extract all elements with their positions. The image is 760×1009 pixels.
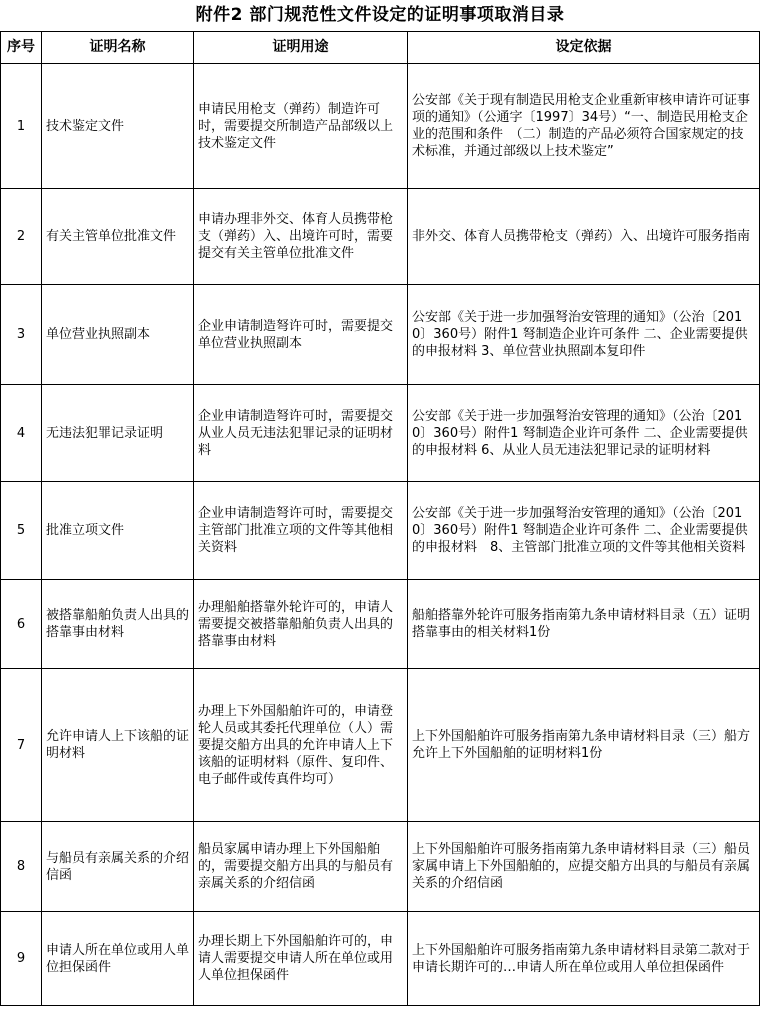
proof-name: 单位营业执照副本 xyxy=(42,285,194,385)
header-use: 证明用途 xyxy=(194,32,408,64)
table-row xyxy=(1,669,760,822)
row-number: 1 xyxy=(1,64,42,189)
proof-use: 企业申请制造弩许可时，需要提交单位营业执照副本 xyxy=(194,285,408,385)
row-number: 8 xyxy=(1,822,42,912)
row-number: 6 xyxy=(1,580,42,669)
row-number: 3 xyxy=(1,285,42,385)
proof-basis: 上下外国船舶许可服务指南第九条申请材料目录第二款对于申请长期许可的…申请人所在单位或用人单位担保函件 xyxy=(408,912,760,1006)
table-row xyxy=(1,912,760,1006)
page-title: 附件2 部门规范性文件设定的证明事项取消目录 xyxy=(195,5,565,25)
header-basis: 设定依据 xyxy=(408,32,760,64)
row-number: 2 xyxy=(1,189,42,285)
proof-use: 办理上下外国船舶许可的，申请登轮人员或其委托代理单位（人）需要提交船方出具的允许申请人上下该船的证明材料（原件、复印件、电子邮件或传真件均可） xyxy=(194,669,408,822)
proof-name: 申请人所在单位或用人单位担保函件 xyxy=(42,912,194,1006)
row-number: 7 xyxy=(1,669,42,822)
proof-name: 被搭靠船舶负责人出具的搭靠事由材料 xyxy=(42,580,194,669)
proof-basis: 公安部《关于进一步加强弩治安管理的通知》（公治〔2010〕360号）附件1 弩制造企业许可条件 二、企业需要提供的申报材料 8、主管部门批准立项的文件等其他相关资料 xyxy=(408,482,760,580)
proof-use: 申请民用枪支（弹药）制造许可时，需要提交所制造产品部级以上技术鉴定文件 xyxy=(194,64,408,189)
proof-basis: 公安部《关于现有制造民用枪支企业重新审核申请许可证事项的通知》（公通字〔1997〕34号）“一、制造民用枪支企业的范围和条件 （二）制造的产品必须符合国家规定的技术标准，并通过部级以上技术鉴定” xyxy=(408,64,760,189)
table-row xyxy=(1,285,760,385)
proof-name: 与船员有亲属关系的介绍信函 xyxy=(42,822,194,912)
proof-use: 船员家属申请办理上下外国船舶的，需要提交船方出具的与船员有亲属关系的介绍信函 xyxy=(194,822,408,912)
table-row xyxy=(1,64,760,189)
proof-basis: 非外交、体育人员携带枪支（弹药）入、出境许可服务指南 xyxy=(408,189,760,285)
table-row xyxy=(1,822,760,912)
proof-items-table xyxy=(0,31,760,1006)
proof-use: 企业申请制造弩许可时，需要提交主管部门批准立项的文件等其他相关资料 xyxy=(194,482,408,580)
proof-basis: 上下外国船舶许可服务指南第九条申请材料目录（三）船方允许上下外国船舶的证明材料1份 xyxy=(408,669,760,822)
row-number: 4 xyxy=(1,385,42,482)
table-header-row xyxy=(1,32,760,64)
table-row xyxy=(1,385,760,482)
row-number: 5 xyxy=(1,482,42,580)
proof-basis: 公安部《关于进一步加强弩治安管理的通知》（公治〔2010〕360号）附件1 弩制造企业许可条件 二、企业需要提供的申报材料 3、单位营业执照副本复印件 xyxy=(408,285,760,385)
proof-name: 有关主管单位批准文件 xyxy=(42,189,194,285)
table-row xyxy=(1,482,760,580)
proof-name: 无违法犯罪记录证明 xyxy=(42,385,194,482)
proof-basis: 船舶搭靠外轮许可服务指南第九条申请材料目录（五）证明搭靠事由的相关材料1份 xyxy=(408,580,760,669)
proof-use: 办理船舶搭靠外轮许可的，申请人需要提交被搭靠船舶负责人出具的搭靠事由材料 xyxy=(194,580,408,669)
header-no: 序号 xyxy=(1,32,42,64)
proof-basis: 公安部《关于进一步加强弩治安管理的通知》（公治〔2010〕360号）附件1 弩制造企业许可条件 二、企业需要提供的申报材料 6、从业人员无违法犯罪记录的证明材料 xyxy=(408,385,760,482)
table-row xyxy=(1,580,760,669)
proof-use: 办理长期上下外国船舶许可的，申请人需要提交申请人所在单位或用人单位担保函件 xyxy=(194,912,408,1006)
proof-use: 申请办理非外交、体育人员携带枪支（弹药）入、出境许可时，需要提交有关主管单位批准文件 xyxy=(194,189,408,285)
proof-basis: 上下外国船舶许可服务指南第九条申请材料目录（三）船员家属申请上下外国船舶的，应提交船方出具的与船员有亲属关系的介绍信函 xyxy=(408,822,760,912)
header-name: 证明名称 xyxy=(42,32,194,64)
proof-use: 企业申请制造弩许可时，需要提交从业人员无违法犯罪记录的证明材料 xyxy=(194,385,408,482)
proof-name: 允许申请人上下该船的证明材料 xyxy=(42,669,194,822)
table-row xyxy=(1,189,760,285)
proof-name: 批准立项文件 xyxy=(42,482,194,580)
proof-name: 技术鉴定文件 xyxy=(42,64,194,189)
row-number: 9 xyxy=(1,912,42,1006)
